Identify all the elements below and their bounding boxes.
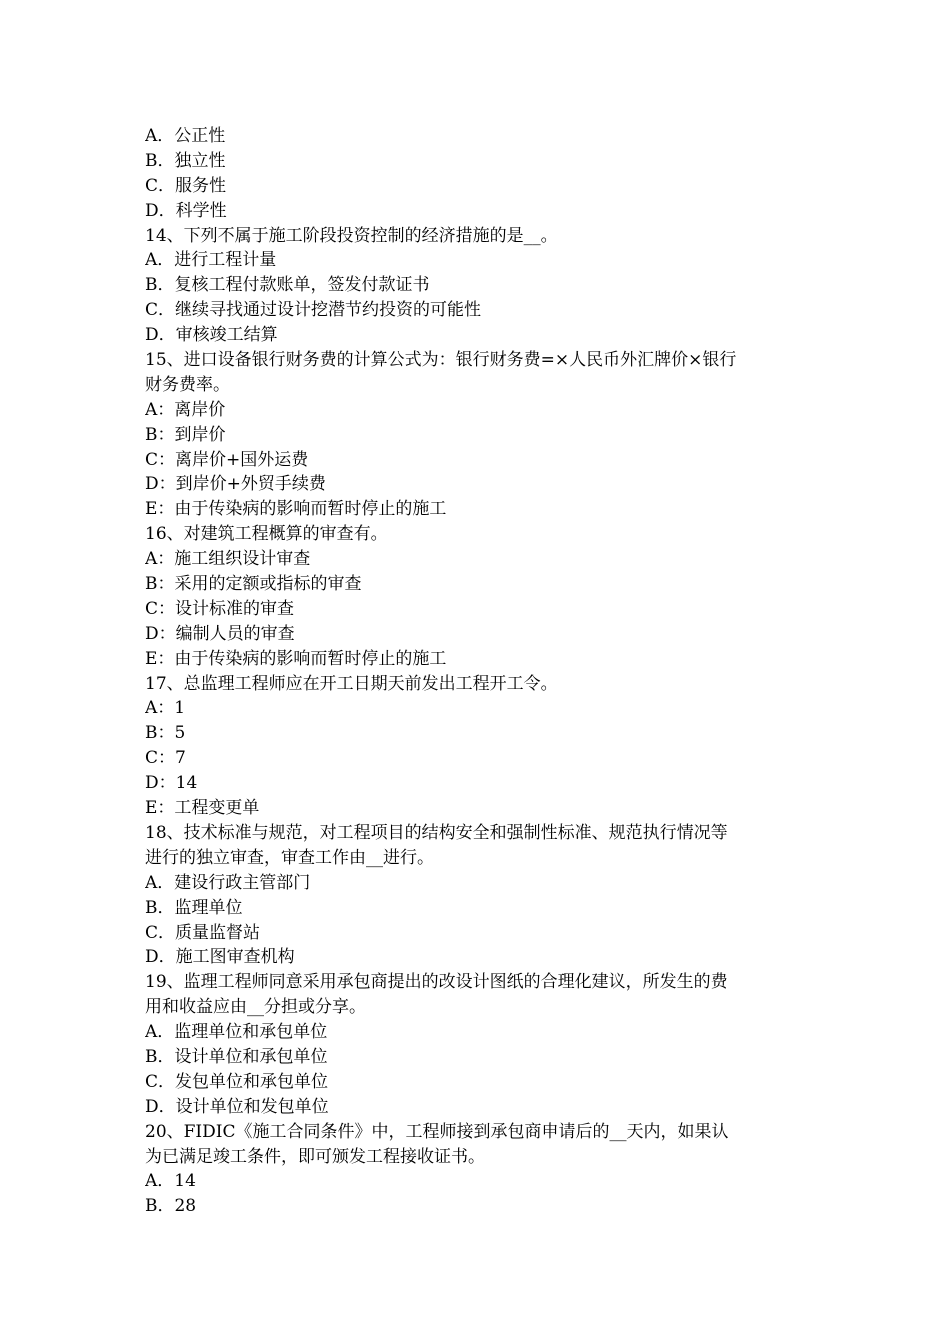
option-line: A．公正性 [145,126,226,146]
option-line: D：14 [145,773,198,794]
question-18: 18、技术标准与规范，对工程项目的结构安全和强制性标准、规范执行情况等 [145,822,728,843]
option-line: D：到岸价+外贸手续费 [145,474,326,495]
question-19: 19、监理工程师同意采用承包商提出的改设计图纸的合理化建议，所发生的费 [145,972,728,993]
option-line: B．独立性 [145,150,226,171]
option-line: D．审核竣工结算 [145,325,278,346]
option-line: B．复核工程付款账单，签发付款证书 [145,275,430,296]
option-line: A．建设行政主管部门 [145,872,311,893]
option-line: A．14 [145,1171,196,1192]
question-15: 15、进口设备银行财务费的计算公式为：银行财务费=×人民币外汇牌价×银行 [145,350,737,371]
question-17: 17、总监理工程师应在开工日期天前发出工程开工令。 [145,673,558,694]
document-page [145,124,810,1219]
option-line: D．设计单位和发包单位 [145,1096,329,1117]
option-line: C：离岸价+国外运费 [145,449,309,470]
option-line: C．发包单位和承包单位 [145,1071,329,1092]
option-line: C：设计标准的审查 [145,598,295,619]
option-line: B．28 [145,1196,197,1217]
question-14: 14、下列不属于施工阶段投资控制的经济措施的是__。 [145,225,558,246]
option-line: D．施工图审查机构 [145,947,295,968]
option-line: A：离岸价 [145,399,226,420]
option-line: A：施工组织设计审查 [145,549,311,570]
question-20: 20、FIDIC《施工合同条件》中，工程师接到承包商申请后的__天内，如果认 [145,1121,729,1142]
option-line: B．监理单位 [145,897,243,918]
option-line: C．服务性 [145,175,227,196]
option-line: E：由于传染病的影响而暂时停止的施工 [145,648,447,669]
question-18-continued: 进行的独立审查，审查工作由__进行。 [145,847,434,868]
option-line: D．科学性 [145,200,227,221]
option-line: C：7 [145,748,186,769]
option-line: B：采用的定额或指标的审查 [145,574,362,595]
question-16: 16、对建筑工程概算的审查有。 [145,524,388,545]
option-line: E：由于传染病的影响而暂时停止的施工 [145,499,447,520]
option-line: C．继续寻找通过设计挖潜节约投资的可能性 [145,300,482,321]
option-line: B：5 [145,723,186,744]
option-line: E：工程变更单 [145,798,260,819]
option-line: B：到岸价 [145,424,226,445]
question-19-continued: 用和收益应由__分担或分享。 [145,997,366,1018]
question-20-continued: 为已满足竣工条件，即可颁发工程接收证书。 [145,1146,485,1167]
question-15-continued: 财务费率。 [145,374,230,395]
option-line: D：编制人员的审查 [145,623,295,644]
option-line: A．进行工程计量 [145,250,277,271]
option-line: A：1 [145,698,186,719]
option-line: C．质量监督站 [145,922,261,943]
option-line: B．设计单位和承包单位 [145,1046,328,1067]
option-line: A．监理单位和承包单位 [145,1022,328,1043]
